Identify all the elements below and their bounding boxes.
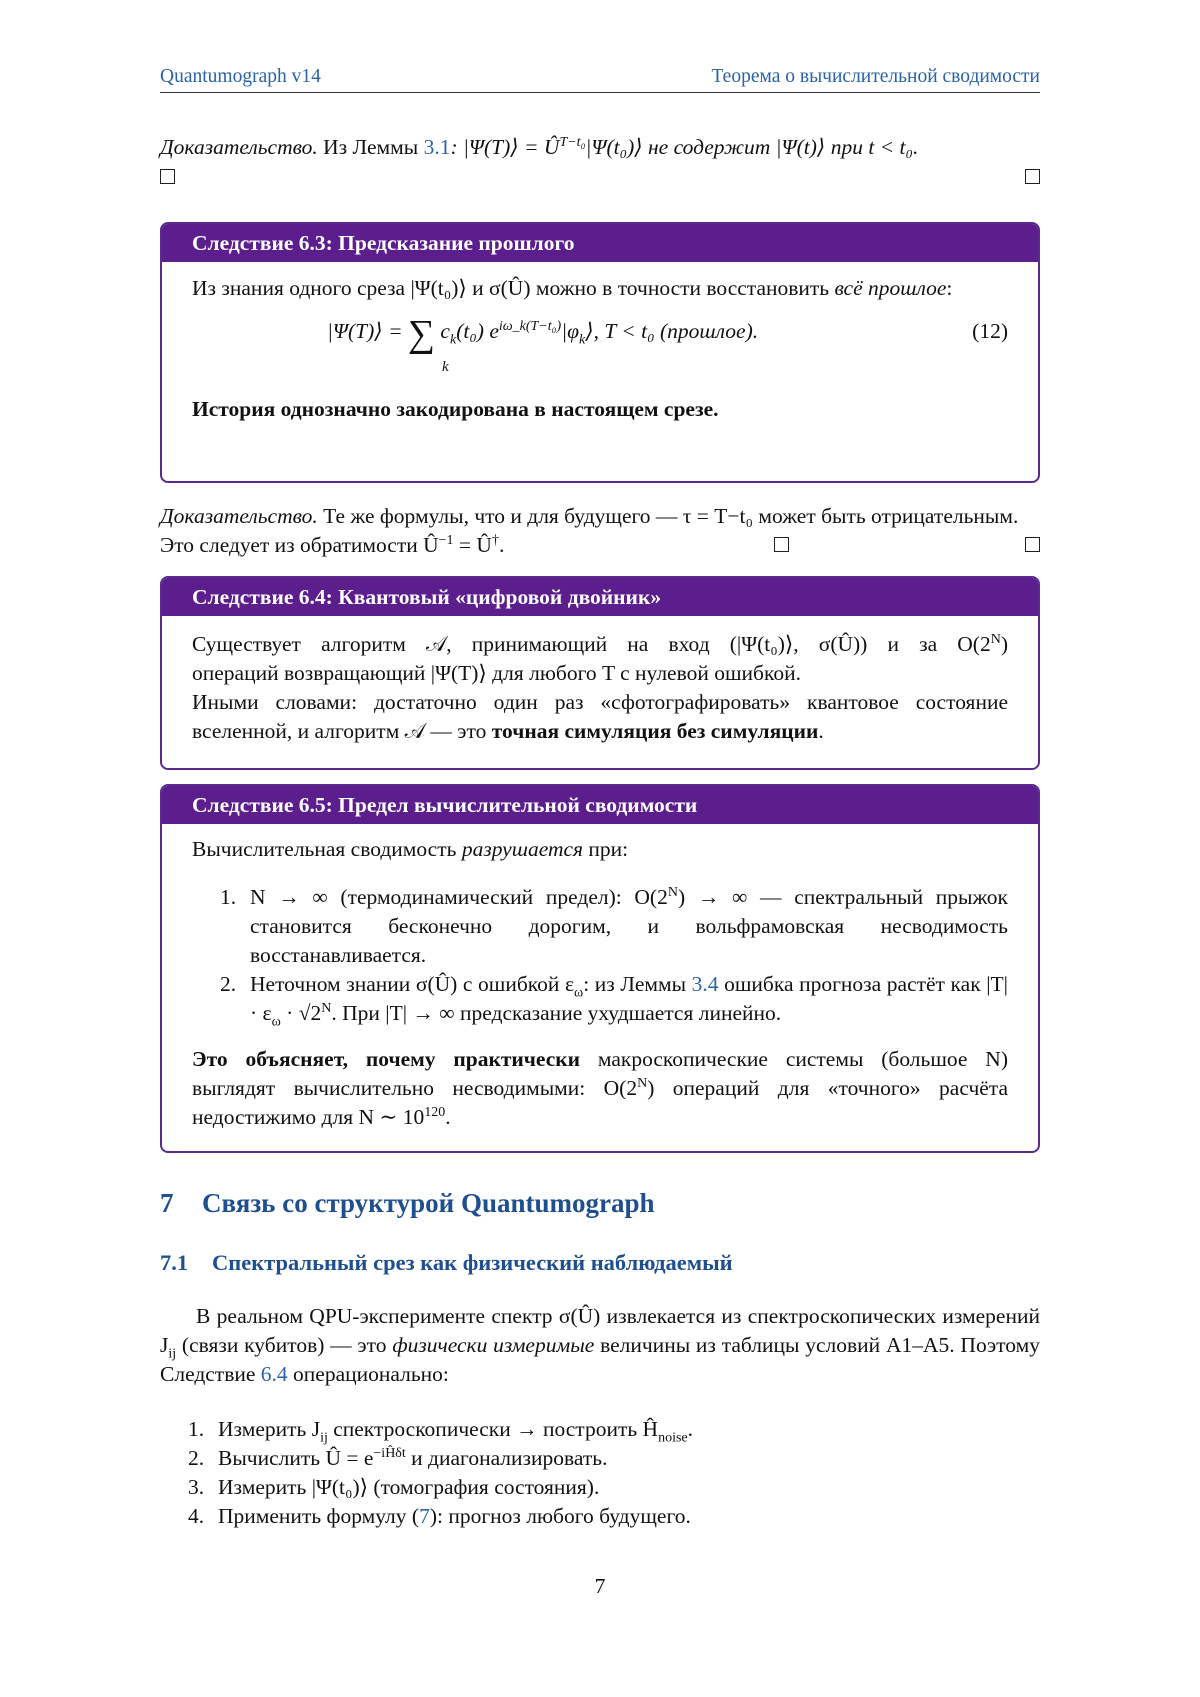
qed-box xyxy=(1025,537,1040,552)
ref-lemma-3-1[interactable]: 3.1 xyxy=(423,135,451,159)
corollary-6-4-box: Следствие 6.4: Квантовый «цифровой двойник» Существует алгоритм 𝒜, принимающий на вход (|Ψ(t₀)⟩, σ(Û)) и за $O(2^N)$ операций возвращающий |Ψ(T)⟩ для любого T с нулевой ошибкой. Иными словами: достаточно один раз «сфотографировать» квантовое состояние вселенной, и алгоритм 𝒜 — это точная симуляция без симуляции. xyxy=(160,576,1040,770)
equation-12: |Ψ(T)⟩ = ∑ $c_k(t_0)$ $e^{i\omega\_k(T-t_0)}|\varphi_k⟩$, T < t₀ (прошлое). k (12) xyxy=(327,313,1008,375)
list-item: 2. Неточном знании σ(Û) с ошибкой $\varepsilon_\omega$: из Леммы 3.4 ошибка прогноза растёт как $|T| \cdot \varepsilon_\omega \cdot √2^N$. При |T| → ∞ предсказание ухудшается линейно. xyxy=(220,972,1008,1030)
running-header xyxy=(160,64,1040,93)
header-left: Quantumograph v14 xyxy=(160,66,321,87)
list-item: 4. Применить формулу (7): прогноз любого будущего. xyxy=(188,1504,691,1528)
qed-box xyxy=(1025,169,1040,184)
qed-box xyxy=(160,169,175,184)
corollary-6-3-conclusion: История однозначно закодирована в настоящем срезе. xyxy=(192,397,719,421)
proof-label: Доказательство. xyxy=(160,504,318,528)
document-page xyxy=(160,0,1040,1697)
limits-list xyxy=(192,883,1008,1028)
header-right: Теорема о вычислительной сводимости xyxy=(711,66,1040,87)
corollary-6-3-box xyxy=(160,222,1040,483)
ref-corollary-6-4[interactable]: 6.4 xyxy=(260,1362,288,1386)
list-item: 1. Измерить $J_{ij}$ спектроскопически → построить $Ĥ_{noise}$. xyxy=(188,1417,693,1446)
qed-box xyxy=(774,537,789,552)
section-7-1-paragraph: В реальном QPU-эксперименте спектр σ(Û) извлекается из спектроскопических измерений $J_{ij}$ (связи кубитов) — это физически измеримые величины из таблицы условий A1–A5. Поэтому Следствие 6.4 операционально: xyxy=(160,1304,1040,1386)
equation-number: (12) xyxy=(972,319,1008,343)
corollary-6-4-title: Следствие 6.4: Квантовый «цифровой двойник» xyxy=(162,578,1038,616)
corollary-6-3-title: Следствие 6.3: Предсказание прошлого xyxy=(162,224,1038,262)
section-7-1-heading: 7.1 Спектральный срез как физический наблюдаемый xyxy=(160,1250,733,1275)
procedure-steps xyxy=(160,1415,1040,1531)
list-item: 3. Измерить |Ψ(t₀)⟩ (томография состояния). xyxy=(188,1475,600,1499)
list-item: 1. N → ∞ (термодинамический предел): $O(2^N)$ → ∞ — спектральный прыжок становится бесконечно дорогим, и вольфрамовская несводимость восстанавливается. xyxy=(220,884,1008,967)
proof-label: Доказательство. xyxy=(160,135,318,159)
sum-symbol: ∑ xyxy=(407,313,436,355)
proof-corollary-6-3: Доказательство. Те же формулы, что и для будущего — τ = T−t₀ может быть отрицательным. Это следует из обратимости $Û^{-1}$ = Û†. xyxy=(160,502,1040,560)
corollary-6-3-text: Из знания одного среза |Ψ(t₀)⟩ и σ(Û) можно в точности восстановить всё прошлое: xyxy=(192,276,953,300)
proof-lemma-3-1: Доказательство. Из Леммы 3.1: |Ψ(T)⟩ = $Û^{T-t_0}|\Psi(t_0)⟩$ не содержит |Ψ(t)⟩ при t < t₀. xyxy=(160,133,1040,162)
corollary-6-5-title: Следствие 6.5: Предел вычислительной сводимости xyxy=(162,786,1038,824)
page-number: 7 xyxy=(594,1574,606,1598)
list-item: 2. Вычислить Û = $e^{-iĤ\delta t}$ и диагонализировать. xyxy=(188,1445,608,1470)
section-7-heading: 7 Связь со структурой Quantumograph xyxy=(160,1188,655,1218)
corollary-6-5-conclusion: Это объясняет, почему практически макроскопические системы (большое N) выглядят вычислительно несводимыми: $O(2^N)$ операций для «точного» расчёта недостижимо для N ∼ $10^{120}$. xyxy=(192,1047,1008,1129)
ref-lemma-3-4[interactable]: 3.4 xyxy=(691,972,719,996)
ref-formula-7[interactable]: 7 xyxy=(419,1504,430,1528)
corollary-6-5-box: Следствие 6.5: Предел вычислительной сводимости Вычислительная сводимость разрушается при: 1. N → ∞ (термодинамический предел): $O(2^N)$ → ∞ — спектральный прыжок становится бесконечно дорогим, и вольфрамовская несводимость восстанавливается. 2. Неточном знании σ(Û) с ошибкой $\varepsilon_\omega$: из Леммы 3.4 ошибка прогноза растёт как $|T| \cdot \varepsilon_\omega \cdot √2^N$. При |T| → ∞ предсказание ухудшается линейно. Это объясняет, почему практически макроскопические системы (большое N) выглядят вычислительно несводимыми: $O(2^N)$ операций для «точного» расчёта недостижимо для N ∼ $10^{120}$. xyxy=(160,784,1040,1153)
